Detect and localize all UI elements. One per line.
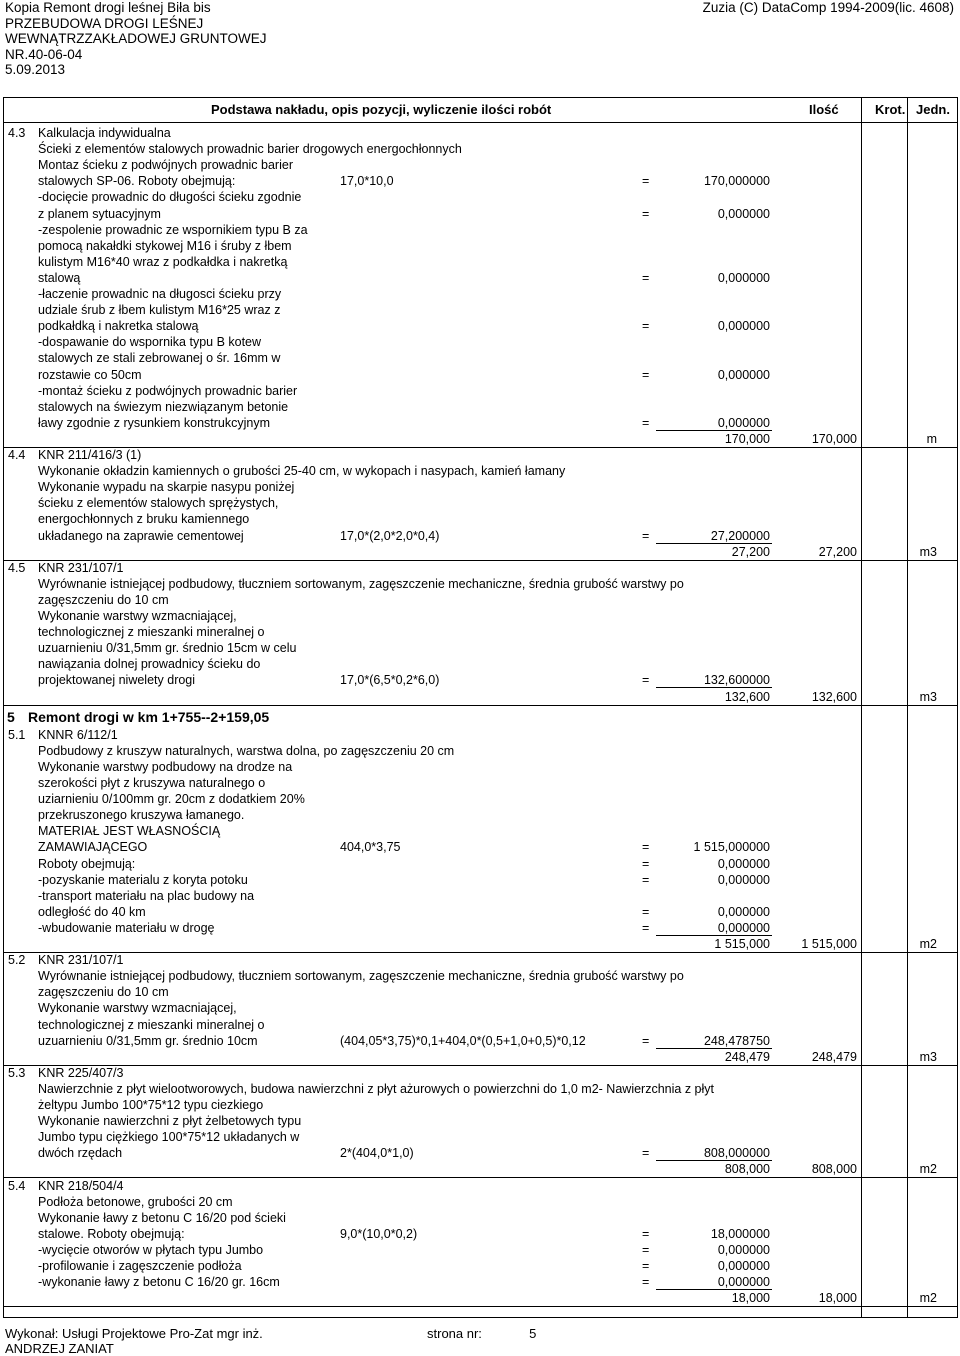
item-value: 0,000000 (717, 1275, 770, 1290)
item-value: 248,479 (724, 1049, 770, 1064)
document-header (5, 0, 405, 78)
item-text: -wycięcie otworów w płytach typu Jumbo (38, 1242, 264, 1257)
item-equals: = (642, 1146, 650, 1161)
item-separator (3, 447, 958, 448)
item-text: zagęszczeniu do 10 cm (38, 985, 169, 1000)
item-unit: m (926, 431, 937, 446)
item-text: Montaz ścieku z podwójnych prowadnic barier (38, 158, 293, 173)
software-license: Zuzia (C) DataComp 1994-2009(lic. 4608) (702, 0, 954, 15)
item-text: uzuarnieniu 0/31,5mm gr. średnio 15cm w celu (38, 641, 297, 656)
item-text: uzuarnieniu 0/31,5mm gr. średnio 10cm (38, 1033, 258, 1048)
header-line: Kopia Remont drogi leśnej Biła bis (5, 0, 211, 15)
item-quantity: 132,600 (811, 689, 857, 704)
header-line: WEWNĄTRZZAKŁADOWEJ GRUNTOWEJ (5, 31, 267, 46)
item-value: 0,000000 (717, 856, 770, 871)
column-headers (3, 97, 958, 123)
item-value: 808,000 (724, 1162, 770, 1177)
item-text: Wykonanie warstwy wzmacniającej, (38, 609, 237, 623)
item-text: odległość do 40 km (38, 904, 146, 919)
item-value: 248,478750 (703, 1033, 770, 1048)
item-text: KNR 231/107/1 (38, 953, 124, 968)
item-value: 0,000000 (717, 270, 770, 285)
item-text: kulistym M16*40 wraz z podkałdka i nakretką (38, 254, 288, 269)
column-divider (861, 97, 862, 1318)
item-text: Podłoża betonowe, grubości 20 cm (38, 1194, 233, 1209)
item-equals: = (642, 840, 650, 855)
item-text: Jumbo typu ciężkiego 100*75*12 układanych w (38, 1130, 300, 1145)
item-unit: m3 (919, 544, 937, 559)
item-equals: = (642, 1033, 650, 1048)
item-value: 808,000000 (703, 1146, 770, 1161)
item-text: Wykonanie nawierzchni z płyt żelbetowych typu (38, 1114, 302, 1129)
item-equals: = (642, 904, 650, 919)
item-text: energochłonnych z bruku kamiennego (38, 512, 250, 527)
item-unit: m3 (919, 1049, 937, 1064)
item-text: Kalkulacja indywidualna (38, 126, 171, 140)
item-text: -transport materiału na plac budowy na (38, 888, 255, 903)
item-equals: = (642, 319, 650, 334)
item-value: 0,000000 (717, 367, 770, 382)
item-text: -dospawanie do wspornika typu B kotew (38, 335, 262, 350)
item-value: 132,600000 (703, 673, 770, 688)
item-equals: = (642, 1259, 650, 1273)
item-value: 0,000000 (717, 1259, 770, 1273)
item-formula: 17,0*10,0 (340, 174, 394, 189)
item-text: KNR 231/107/1 (38, 560, 124, 575)
item-equals: = (642, 920, 650, 935)
item-text: KNNR 6/112/1 (38, 727, 118, 742)
item-text: układanego na zaprawie cementowej (38, 528, 244, 543)
table-border-bottom (3, 1317, 958, 1318)
item-text: -wbudowanie materiału w drogę (38, 920, 215, 935)
item-text: ścieku z elementów stalowych sprężystych, (38, 496, 279, 511)
item-value: 1 515,000000 (693, 840, 770, 855)
item-text: uziarnieniu 0/100mm gr. 20cm z dodatkiem 20% (38, 792, 305, 807)
item-number: 5.3 (8, 1065, 26, 1080)
item-text: udziale śrub z łbem kulistym M16*25 wraz z (38, 303, 281, 318)
footer-line: ANDRZEJ ZANIAT (5, 1341, 114, 1356)
item-text: Wyrównanie istniejącej podbudowy, tłuczniem sortowanym, zagęszczenie mechaniczne, średnia grubość warstwy po (38, 576, 684, 591)
item-number: 4.5 (8, 560, 26, 575)
item-quantity: 18,000 (818, 1291, 857, 1306)
item-number: 4.3 (8, 126, 26, 140)
item-text: -docięcie prowadnic do długości ścieku zgodnie (38, 190, 302, 205)
page-number (427, 1326, 536, 1341)
item-quantity: 808,000 (811, 1162, 857, 1177)
item-text: Wykonanie okładzin kamiennych o grubości 25-40 cm, w wykopach i nasypach, kamień łamany (38, 464, 566, 479)
item-text: zagęszczeniu do 10 cm (38, 592, 169, 607)
column-header-description: Podstawa nakładu, opis pozycji, wyliczenie ilości robót (211, 102, 552, 117)
item-separator (3, 952, 958, 953)
item-formula: 9,0*(10,0*0,2) (340, 1226, 418, 1241)
item-text: stalowych SP-06. Roboty obejmują: (38, 174, 236, 189)
item-quantity: 1 515,000 (801, 937, 857, 951)
item-text: projektowanej niwelety drogi (38, 673, 196, 688)
item-equals: = (642, 872, 650, 887)
item-unit: m2 (919, 937, 937, 951)
item-unit: m2 (919, 1162, 937, 1177)
item-text: stalowych na świezym niezwiązanym betonie (38, 399, 289, 414)
item-text: stalowe. Roboty obejmują: (38, 1226, 185, 1241)
item-equals: = (642, 270, 650, 285)
item-formula: 2*(404,0*1,0) (340, 1146, 414, 1161)
item-separator (3, 1065, 958, 1066)
item-separator (3, 1306, 958, 1307)
item-unit: m2 (919, 1291, 937, 1306)
item-equals: = (642, 174, 650, 189)
item-number: 5.1 (8, 727, 26, 742)
item-value: 0,000000 (717, 872, 770, 887)
table-border-right (957, 97, 958, 1318)
item-value: 27,200 (731, 544, 770, 559)
item-text: z planem sytuacyjnym (38, 206, 161, 221)
item-value: 132,600 (724, 689, 770, 704)
item-value: 1 515,000 (714, 937, 770, 951)
item-value: 0,000000 (717, 920, 770, 935)
footer-line: Wykonał: Usługi Projektowe Pro-Zat mgr inż. (5, 1326, 263, 1341)
column-header-quantity: Ilość (809, 102, 839, 117)
page-label: strona nr: (427, 1326, 482, 1341)
item-text: rozstawie co 50cm (38, 367, 142, 382)
section-title: Remont drogi w km 1+755--2+159,05 (28, 708, 270, 725)
item-text: dwóch rzędach (38, 1146, 123, 1161)
item-text: podkałdką i nakretka stalową (38, 319, 199, 334)
item-equals: = (642, 673, 650, 688)
item-number: 5.2 (8, 953, 26, 968)
item-text: -profilowanie i zagęszczenie podłoża (38, 1259, 242, 1273)
item-text: Podbudowy z kruszyw naturalnych, warstwa dolna, po zagęszczeniu 20 cm (38, 743, 455, 758)
column-header-multiplier: Krot. (875, 102, 906, 117)
item-unit: m3 (919, 689, 937, 704)
item-text: pomocą nakałdki stykowej M16 i śruby z łbem (38, 238, 292, 253)
item-value: 0,000000 (717, 415, 770, 430)
header-line: NR.40-06-04 (5, 46, 83, 62)
item-text: Wykonanie warstwy wzmacniającej, (38, 1001, 237, 1016)
item-formula: 17,0*(6,5*0,2*6,0) (340, 673, 440, 688)
item-equals: = (642, 367, 650, 382)
item-number: 4.4 (8, 448, 26, 462)
item-text: przekruszonego kruszywa łamanego. (38, 808, 245, 823)
item-value: 170,000 (724, 431, 770, 446)
item-text: KNR 218/504/4 (38, 1178, 124, 1193)
item-text: szerokości płyt z kruszywa naturalnego o (38, 776, 266, 790)
item-equals: = (642, 856, 650, 871)
column-header-unit: Jedn. (916, 102, 950, 117)
item-quantity: 170,000 (811, 431, 857, 446)
item-quantity: 248,479 (811, 1049, 857, 1064)
item-text: -zespolenie prowadnic ze wspornikiem typu B za (38, 222, 308, 237)
item-text: KNR 225/407/3 (38, 1065, 124, 1080)
table-border-left (3, 97, 4, 1318)
item-formula: (404,05*3,75)*0,1+404,0*(0,5+1,0+0,5)*0,12 (340, 1033, 586, 1048)
item-text: Ścieki z elementów stalowych prowadnic barier drogowych energochłonnych (38, 142, 462, 157)
item-text: żeltypu Jumbo 100*75*12 typu ciezkiego (38, 1098, 264, 1112)
item-text: MATERIAŁ JEST WŁASNOŚCIĄ (38, 824, 221, 839)
item-value: 170,000000 (703, 174, 770, 189)
item-text: Wykonanie warstwy podbudowy na drodze na (38, 759, 293, 774)
item-text: -pozyskanie materialu z koryta potoku (38, 872, 248, 887)
item-text: ZAMAWIAJĄCEGO (38, 840, 148, 855)
column-divider (907, 97, 908, 1318)
item-value: 0,000000 (717, 206, 770, 221)
page-number-value: 5 (529, 1326, 537, 1341)
item-value: 0,000000 (717, 904, 770, 919)
section-number: 5 (7, 708, 15, 725)
item-text: -montaż ścieku z podwójnych prowadnic barier (38, 383, 298, 398)
item-equals: = (642, 528, 650, 543)
item-equals: = (642, 206, 650, 221)
item-separator (3, 560, 958, 561)
item-equals: = (642, 1275, 650, 1290)
item-text: Wyrównanie istniejącej podbudowy, tłuczniem sortowanym, zagęszczenie mechaniczne, średnia grubość warstwy po (38, 969, 684, 984)
item-text: technologicznej z mieszanki mineralnej o (38, 625, 265, 640)
item-value: 18,000 (731, 1291, 770, 1306)
item-text: Roboty obejmują: (38, 856, 136, 871)
item-value: 0,000000 (717, 319, 770, 334)
item-text: technologicznej z mieszanki mineralnej o (38, 1017, 265, 1032)
item-text: Wykonanie ławy z betonu C 16/20 pod ścieki (38, 1210, 286, 1225)
item-equals: = (642, 1242, 650, 1257)
footer-author (5, 1326, 263, 1356)
header-line: 5.09.2013 (5, 62, 66, 77)
item-number: 5.4 (8, 1178, 26, 1193)
item-text: ławy zgodnie z rysunkiem konstrukcyjnym (38, 415, 271, 430)
item-text: -wykonanie ławy z betonu C 16/20 gr. 16cm (38, 1275, 280, 1290)
item-text: stalowych ze stali zebrowanej o śr. 16mm w (38, 351, 281, 366)
header-line: PRZEBUDOWA DROGI LEŚNEJ (5, 15, 204, 31)
item-text: KNR 211/416/3 (1) (38, 448, 142, 462)
item-formula: 404,0*3,75 (340, 840, 401, 855)
item-text: -łaczenie prowadnic na długosci ścieku przy (38, 287, 282, 301)
item-formula: 17,0*(2,0*2,0*0,4) (340, 528, 440, 543)
item-equals: = (642, 415, 650, 430)
item-separator (3, 705, 958, 706)
item-quantity: 27,200 (818, 544, 857, 559)
item-text: Nawierzchnie z płyt wielootworowych, budowa nawierzchni z płyt ażurowych o powierzchni do 1,0 m2- Nawierzchnia z płyt (38, 1081, 714, 1096)
item-equals: = (642, 1226, 650, 1241)
item-value: 0,000000 (717, 1242, 770, 1257)
item-separator (3, 1177, 958, 1178)
item-text: Wykonanie wypadu na skarpie nasypu poniżej (38, 480, 295, 495)
item-text: nawiązania dolnej prowadnicy ścieku do (38, 657, 261, 672)
item-text: stalową (38, 270, 81, 285)
item-value: 18,000000 (710, 1226, 770, 1241)
item-value: 27,200000 (710, 528, 770, 543)
